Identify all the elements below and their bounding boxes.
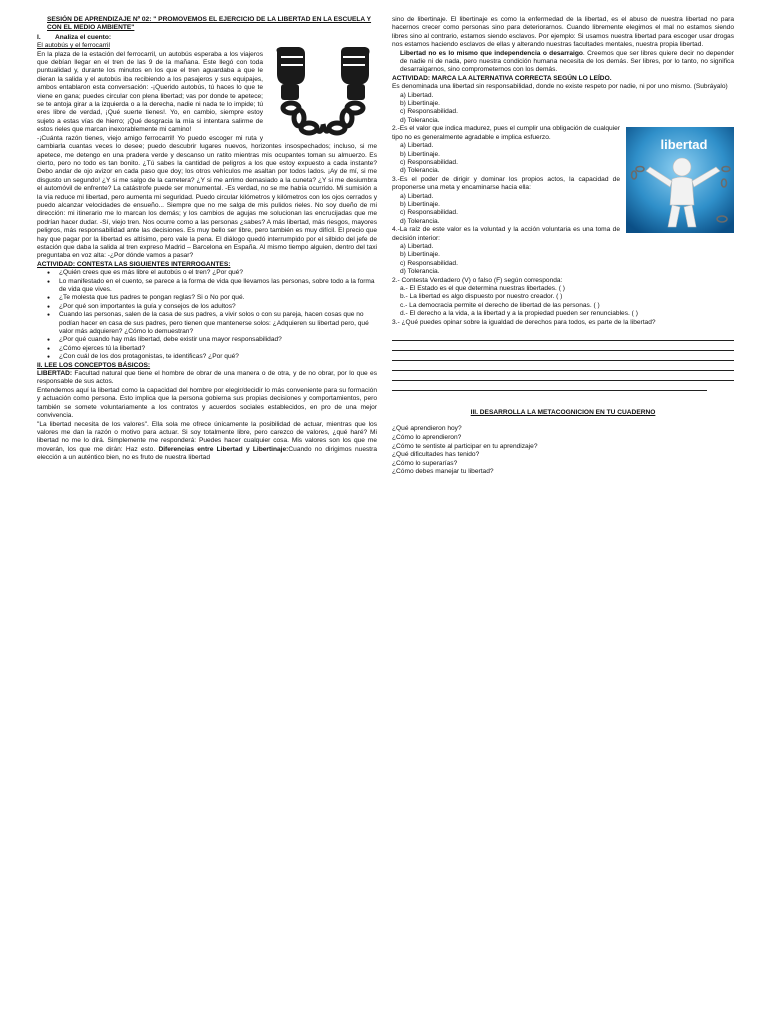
option-item: c) Responsabilidad. bbox=[400, 108, 458, 116]
answer-line[interactable] bbox=[392, 371, 734, 381]
question-4-options bbox=[392, 243, 734, 277]
activity-1-list bbox=[37, 269, 377, 361]
independence-label: Libertad no es lo mismo que independencia o desarraigo bbox=[400, 49, 583, 57]
question-2: 2.-Es el valor que indica madurez, pues el cumplir una obligación de cualquier tipo no es generalmente agradable e implica esfuerzo. bbox=[392, 125, 620, 141]
true-false-item: b.- La libertad es algo dispuesto por nuestro creador. ( ) bbox=[400, 293, 563, 301]
option-item: a) Libertad. bbox=[400, 142, 434, 150]
list-item: ¿Cómo te sentiste al participar en tu aprendizaje? bbox=[392, 442, 538, 450]
right-p2-rest: . Creemos que ser libres quiere decir no depender de nadie ni de nada, pero nuestra condición humana necesita de los demás. Ser libres, por lo tanto, no significa desarraigarnos, sino comprometernos con los demás. bbox=[400, 49, 734, 74]
list-item: ● ¿Por qué son importantes la guía y consejos de los adultos? bbox=[47, 303, 377, 311]
list-item: ● ¿Con cuál de los dos protagonistas, te identificas? ¿Por qué? bbox=[47, 353, 377, 361]
list-item: ● ¿Por qué cuando hay más libertad, debe existir una mayor responsabilidad? bbox=[47, 336, 377, 344]
list-item: ¿Qué dificultades has tenido? bbox=[392, 451, 480, 459]
left-column bbox=[37, 16, 377, 463]
answer-line[interactable] bbox=[392, 381, 707, 391]
list-item: ¿Cómo lo superarías? bbox=[392, 459, 458, 467]
roman-one: I. bbox=[37, 33, 41, 41]
option-item: d) Tolerancia. bbox=[400, 167, 440, 175]
answer-lines bbox=[392, 331, 734, 391]
open-question: 3.- ¿Qué puedes opinar sobre la igualdad de derechos para todos, es parte de la libertad? bbox=[392, 318, 656, 326]
libertad-logo-image bbox=[626, 127, 734, 233]
list-item: ● ¿Quién crees que es más libre el autobús o el tren? ¿Por qué? bbox=[47, 269, 377, 277]
question-4: 4.-La raíz de este valor es la voluntad y la acción voluntaria es una toma de decisión interior: bbox=[392, 226, 620, 242]
true-false-list bbox=[392, 285, 734, 319]
answer-line[interactable] bbox=[392, 361, 734, 371]
answer-line[interactable] bbox=[392, 341, 734, 351]
option-item: a) Libertad. bbox=[400, 192, 434, 200]
story-paragraph-1: En la plaza de la estación del ferrocarril, un autobús esperaba a los viajeros que debían llegar en el tren de las 9 de la mañana. Este llegó con toda puntualidad y, durante los minutos en los que el tren aguardaba a que le dieran la salida y el autobús iba recibiendo a los pasajeros y sus equipajes, ambos entablaron esta conversación: -¡Querido autobús, tú haces lo que te viene en gana; puedes circular con plena libertad; vas por donde te apetece; se te antoja girar a la izquierda o a la derecha, nadie ni nada te lo impide; tú eres libre de verdad, ¡Qué suerte tienes!. Yo, en cambio, siempre estoy sujeto a estas vías de hierro; ¡Qué desgracia la mía si intentara salirme de estos rieles que marcan inexorablemente mi camino! bbox=[37, 50, 263, 134]
list-item: ¿Cómo lo aprendieron? bbox=[392, 434, 462, 442]
activity-1-heading: ACTIVIDAD: CONTESTA LAS SIGUIENTES INTERROGANTES: bbox=[37, 260, 231, 268]
list-item: ● Cuando las personas, salen de la casa de sus padres, a vivir solos o con su pareja, hacen cosas que no podían hacer en casa de sus padres, pero tienen que mantenerse solos: ¿Adquieren su libertad pero, qué valor más adquieren? ¿Cómo lo demuestran? bbox=[47, 311, 377, 336]
option-item: b) Libertinaje. bbox=[400, 251, 440, 259]
answer-line[interactable] bbox=[392, 331, 734, 341]
option-item: c) Responsabilidad. bbox=[400, 158, 458, 166]
metacognition-list bbox=[392, 425, 734, 477]
libertad-logo-text: libertad bbox=[660, 137, 708, 153]
option-item: c) Responsabilidad. bbox=[400, 259, 458, 267]
option-item: b) Libertinaje. bbox=[400, 100, 440, 108]
libertad-text: Facultad natural que tiene el hombre de obrar de una manera o de otra, y de no obrar, por lo que es responsable de sus actos. bbox=[37, 370, 377, 386]
activity-2-heading: ACTIVIDAD: MARCA LA ALTERNATIVA CORRECTA SEGÚN LO LEÍDO. bbox=[392, 74, 612, 82]
list-item: ¿Cómo debes manejar tu libertad? bbox=[392, 468, 494, 476]
option-item: d) Tolerancia. bbox=[400, 217, 440, 225]
concept-paragraph-2: Entendemos aquí la libertad como la capacidad del hombre por elegir/decidir lo más conveniente para su formación y actuación como persona. Esto implica que la persona gobierna sus propias decisiones y comportamientos, pero también se somete voluntariamente a los contratos y acuerdos sociales establecidos, en pro de una mejor convivencia. bbox=[37, 386, 377, 420]
option-item: a) Libertad. bbox=[400, 242, 434, 250]
right-paragraph-1: sino de libertinaje. El libertinaje es como la enfermedad de la libertad, es el abuso de nuestra libertad no para hacernos crecer como personas sino para deteriorarnos. Cuando libremente elegimos el mal no estamos siendo libres sino al contrario, estamos siendo esclavos. Por ejemplo: Si usamos nuestra libertad para escoger usar drogas nos estamos haciendo esclavos de ellas y alterando nuestras facultades mentales, nuestra propia libertad. bbox=[392, 16, 734, 49]
section-2-heading: II. LEE LOS CONCEPTOS BÁSICOS: bbox=[37, 361, 151, 369]
libertad-definition bbox=[37, 370, 377, 387]
right-column bbox=[392, 16, 734, 477]
option-item: b) Libertinaje. bbox=[400, 200, 440, 208]
page-title: SESIÓN DE APRENDIZAJE Nº 02: " PROMOVEMOS EL EJERCICIO DE LA LIBERTAD EN LA ESCUELA Y CON EL MEDIO AMBIENTE" bbox=[47, 16, 372, 32]
story-paragraph-2: -¡Cuánta razón tienes, viejo amigo ferrocarril! Yo puedo escoger mi ruta y cambiarla cuantas veces lo desee; puedo descubrir lugares nuevos, horizontes insospechados; incluso, si me apetece, me detengo en una pradera verde y descanso un ratito mientras mis ocupantes toman su almuerzo. Es cierto, pero no todo es tan bonito. ¿Tú sabes la cantidad de peligros a los que estoy expuesto a cada instante? Debo andar de ojo avizor en cada paso que doy; los otros vehículos me asaltan por todos lados. ¡Ay de mí, si me disgusto un segundo! ¿Y si me salgo de la carretera? ¿Y si me arrimo demasiado a la cuneta? ¿Y si me desiumbra el automóvil de enfrente? La catástrofe puede ser monumental. -Es verdad, no se me había ocurrido. Mi sumisión a la vía reduce mi libertad, pero aumenta mi seguridad. Puedo circular kilómetros y kilómetros con los ojos cerrados y puedo alcanzar velocidades de ensueño... Siempre que no me salga de mis pulidos rieles. No soy dueño de mi dirección: mi itinerario me lo marcan los demás; y los cambios de agujas me solucionan las encrucijadas que me podrían hacer dudar. -Sí, viejo tren. Nos ocurre como a las personas ¿sabes? A más libertad, más riesgos, mayores peligros, más responsabilidad ante las decisiones. Es muy bello ser libre, pero también es muy difícil. El precio que hay que pagar por la libertad es altísimo, pero vale la pena. El diálogo quedó interrumpido por el silbido del jefe de estación que daba la salida al tren expreso Madrid – Barcelona en España. Al mismo tiempo alguien, dentro del taxi preguntaba en voz alta: -¿Por dónde vamos a pasar? bbox=[37, 134, 377, 260]
list-item: ● ¿Te molesta que tus padres te pongan reglas? Si o No por qué. bbox=[47, 294, 377, 302]
right-paragraph-2 bbox=[392, 50, 734, 75]
section-1-heading bbox=[37, 34, 377, 42]
broken-chain-fists-icon bbox=[269, 44, 377, 140]
question-1-intro: Es denominada una libertad sin responsabilidad, donde no existe respeto por nadie, ni por uno mismo. (Subráyalo) bbox=[392, 83, 728, 91]
question-1-options bbox=[392, 92, 734, 126]
true-false-heading: 2.- Contesta Verdadero (V) o falso (F) según corresponda: bbox=[392, 276, 563, 284]
concept-p3-end: Cuando no dirigimos nuestra elección a un auténtico bien, no es fruto de nuestra libertad bbox=[37, 445, 377, 462]
answer-line[interactable] bbox=[392, 351, 734, 361]
list-item: ● ¿Cómo ejerces tú la libertad? bbox=[47, 345, 377, 353]
true-false-item: c.- La democracia permite el derecho de libertad de las personas. ( ) bbox=[400, 301, 600, 309]
differences-label: Diferencias entre Libertad y Libertinaje: bbox=[158, 445, 289, 453]
true-false-item: a.- El Estado es el que determina nuestras libertades. ( ) bbox=[400, 285, 565, 292]
question-3: 3.-Es el poder de dirigir y dominar los propios actos, la capacidad de proponerse una meta y encaminarse hacia ella: bbox=[392, 175, 620, 192]
option-item: a) Libertad. bbox=[400, 91, 434, 99]
true-false-item: d.- El derecho a la vida, a la libertad y a la propiedad pueden ser renunciables. ( ) bbox=[400, 310, 638, 318]
concept-p3-start: "La libertad necesita de los valores". Ella sola me ofrece únicamente la posibilidad de actuar, mientras que los valores me dan la razón o motivo para actuar. Si soy totalmente libre, pero carezco de valores, ¿qué haré? Mi libertad no me lo dirá. Simplemente me responderá: Puedes hacer cualquier cosa. Mis valores son los que me moverán, los que me dirán: Haz esto. bbox=[37, 420, 377, 453]
option-item: c) Responsabilidad. bbox=[400, 209, 458, 217]
concept-paragraph-3 bbox=[37, 421, 377, 463]
option-item: d) Tolerancia. bbox=[400, 116, 440, 124]
option-item: b) Libertinaje. bbox=[400, 150, 440, 158]
libertad-label: LIBERTAD: bbox=[37, 370, 73, 378]
metacognition-heading: III. DESARROLLA LA METACOGNICION EN TU CUADERNO bbox=[470, 409, 656, 417]
analyze-heading: Analiza el cuento: bbox=[55, 33, 112, 41]
story-title: El autobús y el ferrocarril bbox=[37, 42, 110, 50]
option-item: d) Tolerancia. bbox=[400, 268, 440, 276]
list-item: ¿Qué aprendieron hoy? bbox=[392, 425, 462, 433]
list-item: ● Lo manifestado en el cuento, se parece a la forma de vida que llevamos las personas, sobre todo a la forma de vida que vives. bbox=[47, 278, 377, 295]
